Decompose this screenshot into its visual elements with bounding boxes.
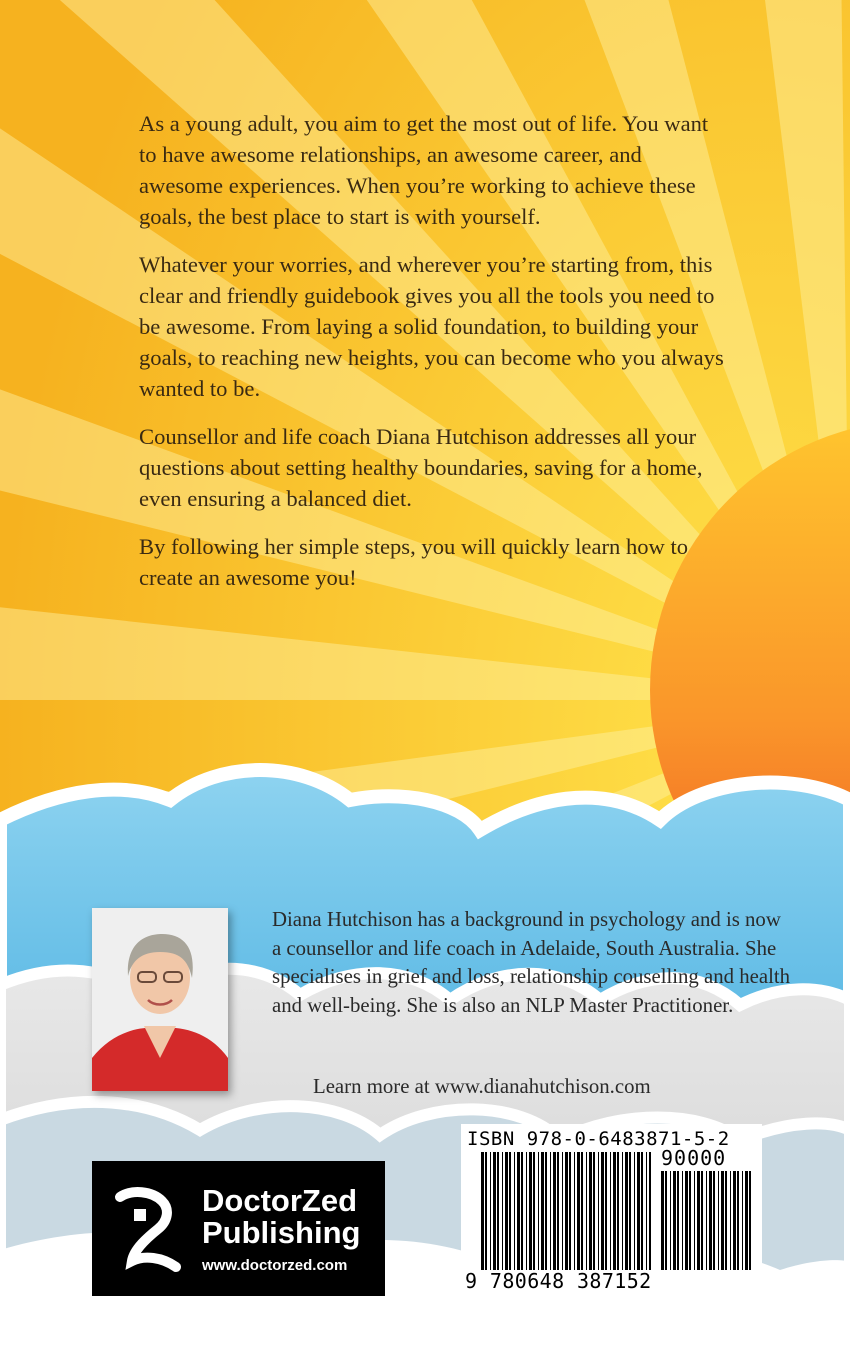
- isbn-number: ISBN 978-0-6483871-5-2: [467, 1128, 730, 1150]
- author-website-link[interactable]: Learn more at www.dianahutchison.com: [313, 1075, 651, 1098]
- publisher-logo: [92, 1161, 385, 1296]
- blurb-paragraph-2: Whatever your worries, and wherever you’re starting from, this clear and friendly guidebook gives you all the tools you need to be awesome. From laying a solid foundation, to building your goals, to reaching new heights, you can become who you always wanted to be.: [139, 252, 724, 401]
- blurb-paragraph-3: Counsellor and life coach Diana Hutchison addresses all your questions about setting healthy boundaries, saving for a home, even ensuring a balanced diet.: [139, 424, 703, 511]
- blurb-paragraph-4: By following her simple steps, you will quickly learn how to create an awesome you!: [139, 534, 689, 590]
- author-bio: [272, 906, 792, 1020]
- author-bio-text: Diana Hutchison has a background in psychology and is now a counsellor and life coach in Adelaide, South Australia. She specialises in grief and loss, relationship couselling and health and well-being. She is also an NLP Master Practitioner.: [272, 908, 791, 1017]
- author-photo: [92, 908, 228, 1091]
- publisher-name-line1: DoctorZed: [202, 1183, 357, 1218]
- isbn-barcode: [461, 1124, 762, 1297]
- publisher-z-icon: [110, 1183, 190, 1278]
- blurb-paragraph-1: As a young adult, you aim to get the most out of life. You want to have awesome relationships, an awesome career, and awesome experiences. When you’re working to achieve these goals, the best place to start is with yourself.: [139, 111, 709, 229]
- ean-digits: 9 780648 387152: [465, 1269, 652, 1293]
- author-portrait-icon: [92, 908, 228, 1091]
- blurb-text: [139, 108, 729, 610]
- price-code: 90000: [661, 1146, 727, 1170]
- ean-bars: [481, 1152, 656, 1270]
- publisher-name-line2: Publishing: [202, 1215, 361, 1250]
- publisher-url: www.doctorzed.com: [202, 1257, 348, 1274]
- addon-bars: [661, 1171, 753, 1270]
